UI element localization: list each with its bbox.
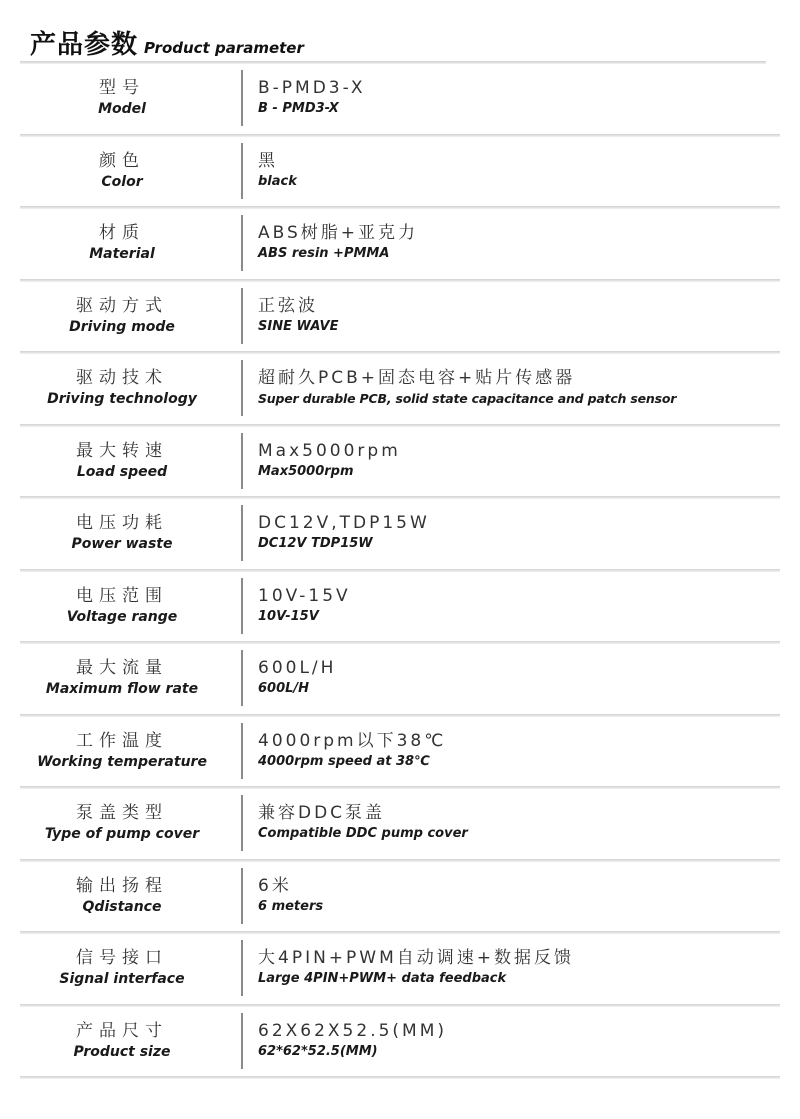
row-value bbox=[258, 78, 780, 119]
page-title: 产品参数 bbox=[30, 30, 139, 60]
parameter-table bbox=[14, 64, 780, 1079]
row-label bbox=[14, 1021, 230, 1062]
column-divider bbox=[241, 288, 243, 344]
row-value bbox=[258, 948, 780, 989]
row-value-en: 4000rpm speed at 38℃ bbox=[258, 753, 430, 769]
column-divider bbox=[241, 433, 243, 489]
table-row bbox=[14, 789, 780, 862]
row-label-en: Load speed bbox=[76, 463, 168, 480]
column-divider bbox=[241, 795, 243, 851]
row-value-cn: 黑 bbox=[258, 150, 278, 171]
row-label bbox=[14, 78, 230, 119]
table-row bbox=[14, 572, 780, 645]
column-divider bbox=[241, 723, 243, 779]
table-row bbox=[14, 209, 780, 282]
table-row bbox=[14, 1007, 780, 1080]
row-value bbox=[258, 223, 780, 264]
table-row bbox=[14, 64, 780, 137]
row-label bbox=[14, 803, 230, 844]
row-label bbox=[14, 586, 230, 627]
table-row bbox=[14, 427, 780, 500]
row-label-cn: 工作温度 bbox=[76, 730, 168, 751]
row-label-cn: 颜色 bbox=[99, 150, 145, 171]
row-label bbox=[14, 441, 230, 482]
row-label bbox=[14, 368, 230, 409]
row-value-en: Compatible DDC pump cover bbox=[258, 826, 468, 841]
column-divider bbox=[241, 143, 243, 199]
row-value bbox=[258, 731, 780, 772]
row-value-en: DC12V TDP15W bbox=[258, 536, 373, 551]
table-row bbox=[14, 499, 780, 572]
column-divider bbox=[241, 578, 243, 634]
row-value-cn: 600L/H bbox=[258, 658, 337, 678]
row-value bbox=[258, 513, 780, 554]
page-header bbox=[30, 18, 304, 58]
row-label-cn: 产品尺寸 bbox=[76, 1020, 168, 1041]
row-label bbox=[14, 223, 230, 264]
row-label-cn: 驱动方式 bbox=[76, 295, 168, 316]
row-label-en: Signal interface bbox=[59, 971, 185, 987]
table-row bbox=[14, 137, 780, 210]
row-label-en: Product size bbox=[73, 1043, 171, 1060]
row-label-cn: 信号接口 bbox=[76, 948, 168, 968]
row-label bbox=[14, 658, 230, 699]
table-row bbox=[14, 862, 780, 935]
row-label-cn: 最大流量 bbox=[76, 658, 168, 678]
row-value bbox=[258, 1021, 780, 1062]
table-row bbox=[14, 354, 780, 427]
row-value bbox=[258, 441, 780, 482]
row-label bbox=[14, 876, 230, 917]
row-value-cn: DC12V,TDP15W bbox=[258, 513, 430, 533]
row-value-en: 600L/H bbox=[258, 681, 310, 696]
row-value bbox=[258, 803, 780, 844]
row-label-en: Driving mode bbox=[69, 318, 175, 335]
row-value-cn: B-PMD3-X bbox=[258, 78, 366, 98]
table-row bbox=[14, 282, 780, 355]
column-divider bbox=[241, 215, 243, 271]
row-label-en: Driving technology bbox=[47, 391, 197, 407]
column-divider bbox=[241, 505, 243, 561]
row-value-cn: 10V-15V bbox=[258, 585, 351, 606]
row-value-cn: 4000rpm以下38℃ bbox=[258, 730, 447, 751]
row-label-cn: 材质 bbox=[99, 223, 145, 243]
row-label bbox=[14, 151, 230, 192]
row-value bbox=[258, 658, 780, 699]
row-label-en: Model bbox=[98, 101, 146, 117]
row-value-en: Large 4PIN+PWM+ data feedback bbox=[258, 971, 507, 986]
row-value-en: Max5000rpm bbox=[258, 463, 354, 479]
column-divider bbox=[241, 940, 243, 996]
row-value-cn: 正弦波 bbox=[258, 295, 318, 316]
row-value-en: SINE WAVE bbox=[258, 318, 339, 334]
column-divider bbox=[241, 650, 243, 706]
row-value bbox=[258, 368, 780, 409]
row-label-en: Power waste bbox=[71, 536, 173, 552]
row-label-cn: 泵盖类型 bbox=[76, 803, 168, 823]
row-label-en: Working temperature bbox=[37, 753, 207, 770]
row-label bbox=[14, 948, 230, 989]
row-value-cn: ABS树脂+亚克力 bbox=[258, 223, 419, 243]
row-value-cn: 超耐久PCB+固态电容+贴片传感器 bbox=[258, 368, 576, 388]
row-value-en: Super durable PCB, solid state capacitance and patch sensor bbox=[258, 391, 677, 406]
row-label-en: Type of pump cover bbox=[44, 826, 200, 842]
row-label bbox=[14, 513, 230, 554]
row-value bbox=[258, 296, 780, 337]
row-label-en: Color bbox=[101, 173, 143, 190]
column-divider bbox=[241, 1013, 243, 1069]
row-value-en: 6 meters bbox=[258, 898, 324, 914]
row-label-cn: 输出扬程 bbox=[76, 875, 168, 896]
row-value bbox=[258, 876, 780, 917]
row-label-cn: 最大转速 bbox=[76, 440, 168, 461]
row-value-en: B - PMD3-X bbox=[258, 101, 339, 116]
table-row bbox=[14, 644, 780, 717]
row-label-cn: 型号 bbox=[99, 78, 145, 98]
column-divider bbox=[241, 360, 243, 416]
row-label-en: Material bbox=[89, 246, 155, 262]
page-title-english: Product parameter bbox=[144, 39, 304, 57]
row-value bbox=[258, 586, 780, 627]
table-row bbox=[14, 717, 780, 790]
column-divider bbox=[241, 868, 243, 924]
row-value-cn: 大4PIN+PWM自动调速+数据反馈 bbox=[258, 948, 575, 968]
row-label-cn: 电压范围 bbox=[76, 585, 168, 606]
row-value-en: 10V-15V bbox=[258, 608, 319, 624]
row-label bbox=[14, 731, 230, 772]
row-value-cn: Max5000rpm bbox=[258, 440, 401, 461]
row-label-cn: 电压功耗 bbox=[76, 513, 168, 533]
row-value-cn: 62X62X52.5(MM) bbox=[258, 1020, 448, 1041]
row-label-en: Voltage range bbox=[66, 608, 178, 625]
row-label-en: Maximum flow rate bbox=[45, 681, 199, 697]
row-label bbox=[14, 296, 230, 337]
row-value-cn: 6米 bbox=[258, 875, 292, 896]
row-label-en: Qdistance bbox=[82, 898, 162, 915]
table-row bbox=[14, 934, 780, 1007]
row-label-cn: 驱动技术 bbox=[76, 368, 168, 388]
row-value-en: 62*62*52.5(MM) bbox=[258, 1043, 378, 1059]
row-value bbox=[258, 151, 780, 192]
column-divider bbox=[241, 70, 243, 126]
row-value-en: black bbox=[258, 173, 297, 189]
row-value-en: ABS resin +PMMA bbox=[258, 246, 390, 261]
row-value-cn: 兼容DDC泵盖 bbox=[258, 803, 386, 823]
